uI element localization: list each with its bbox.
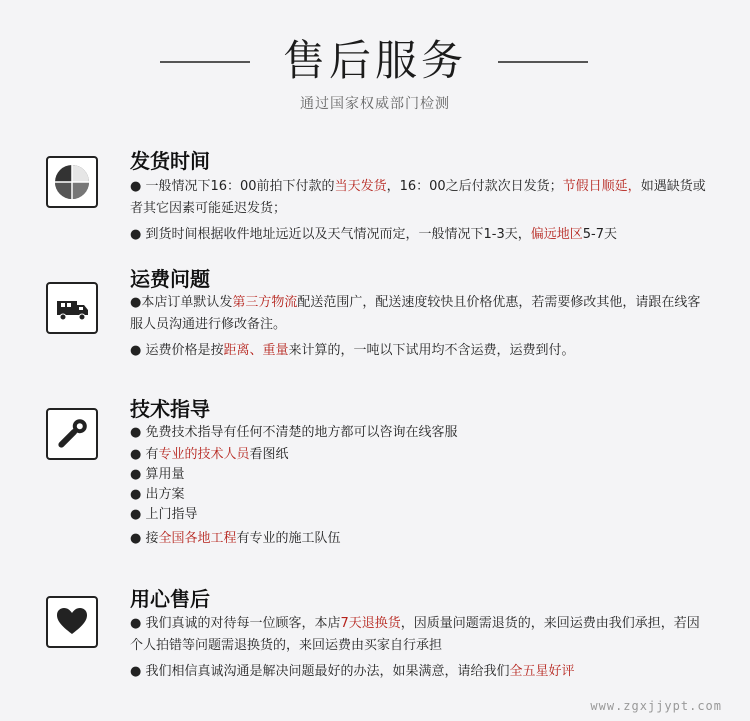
body-text: ● 接: [130, 531, 159, 546]
paragraph: [130, 485, 710, 505]
highlight-text: 当天发货: [334, 179, 387, 194]
body-text: ● 我们真诚的对待每一位顾客，本店: [130, 616, 341, 631]
page-subtitle: 通过国家权威部门检测: [300, 96, 450, 112]
highlight-text: 偏远地区: [530, 227, 583, 242]
paragraph: [130, 423, 710, 443]
paragraph: [130, 465, 710, 485]
section-title-tech-support: 技术指导: [130, 397, 210, 421]
highlight-text: 专业的技术人员: [158, 447, 250, 462]
section-body-after-sales: [130, 613, 710, 687]
heart-icon: [46, 596, 98, 648]
section-title-after-sales: 用心售后: [130, 587, 210, 611]
highlight-text: 第三方物流: [232, 295, 298, 310]
highlight-text: 距离、重量: [223, 343, 289, 358]
paragraph: [130, 529, 710, 549]
title-rule-right: [498, 61, 588, 63]
highlight-text: 全五星好评: [509, 664, 575, 679]
body-text: ● 到货时间根据收件地址远近以及天气情况而定，一般情况下1-3天，: [130, 227, 531, 242]
body-text: 如遇缺货或者其它因素可能延迟发货；: [130, 179, 706, 216]
paragraph: [130, 340, 710, 362]
clock-pie-icon: [46, 156, 98, 208]
paragraph: [130, 292, 710, 336]
highlight-text: 全国各地工程: [158, 531, 237, 546]
body-text: ● 一般情况下16：00前拍下付款的: [130, 179, 335, 194]
highlight-text: 7天退换货: [340, 616, 401, 631]
section-body-shipping-time: [130, 176, 710, 250]
body-text: 看图纸: [249, 447, 289, 462]
body-text: ，因质量问题需退货的，来回运费由我们承担，若因个人拍错等问题需退换货的，来回运费由买家自行承担: [130, 616, 700, 653]
paragraph: [130, 224, 710, 246]
section-title-shipping-fee: 运费问题: [130, 267, 210, 291]
body-text: ● 运费价格是按: [130, 343, 224, 358]
paragraph: [130, 176, 710, 220]
wrench-icon: [46, 408, 98, 460]
body-text: 配送范围广，配送速度较快且价格优惠，若需要修改其他，请跟在线客服人员沟通进行修改备注。: [130, 295, 701, 332]
body-text: ● 免费技术指导有任何不清楚的地方都可以咨询在线客服: [130, 425, 458, 440]
section-body-shipping-fee: [130, 292, 710, 366]
site-watermark: www.zgxjjypt.com: [590, 699, 722, 713]
truck-icon: [46, 282, 98, 334]
body-text: ● 出方案: [130, 487, 185, 502]
body-text: ● 上门指导: [130, 507, 198, 522]
body-text: 5-7天: [582, 227, 617, 242]
paragraph: [130, 613, 710, 657]
section-title-shipping-time: 发货时间: [130, 149, 210, 173]
highlight-text: 节假日顺延，: [562, 179, 641, 194]
body-text: ，16：00之后付款次日发货；: [386, 179, 563, 194]
body-text: 来计算的，一吨以下试用均不含运费，运费到付。: [288, 343, 575, 358]
body-text: ● 有: [130, 447, 159, 462]
paragraph: [130, 445, 710, 465]
page-header: [0, 0, 750, 130]
paragraph: [130, 661, 710, 683]
paragraph: [130, 505, 710, 525]
section-body-tech-support: [130, 423, 710, 549]
page-title: 售后服务: [282, 36, 467, 85]
body-text: ● 算用量: [130, 467, 185, 482]
body-text: ● 我们相信真诚沟通是解决问题最好的办法，如果满意，请给我们: [130, 664, 510, 679]
body-text: 有专业的施工队伍: [236, 531, 341, 546]
body-text: ●本店订单默认发: [130, 295, 233, 310]
